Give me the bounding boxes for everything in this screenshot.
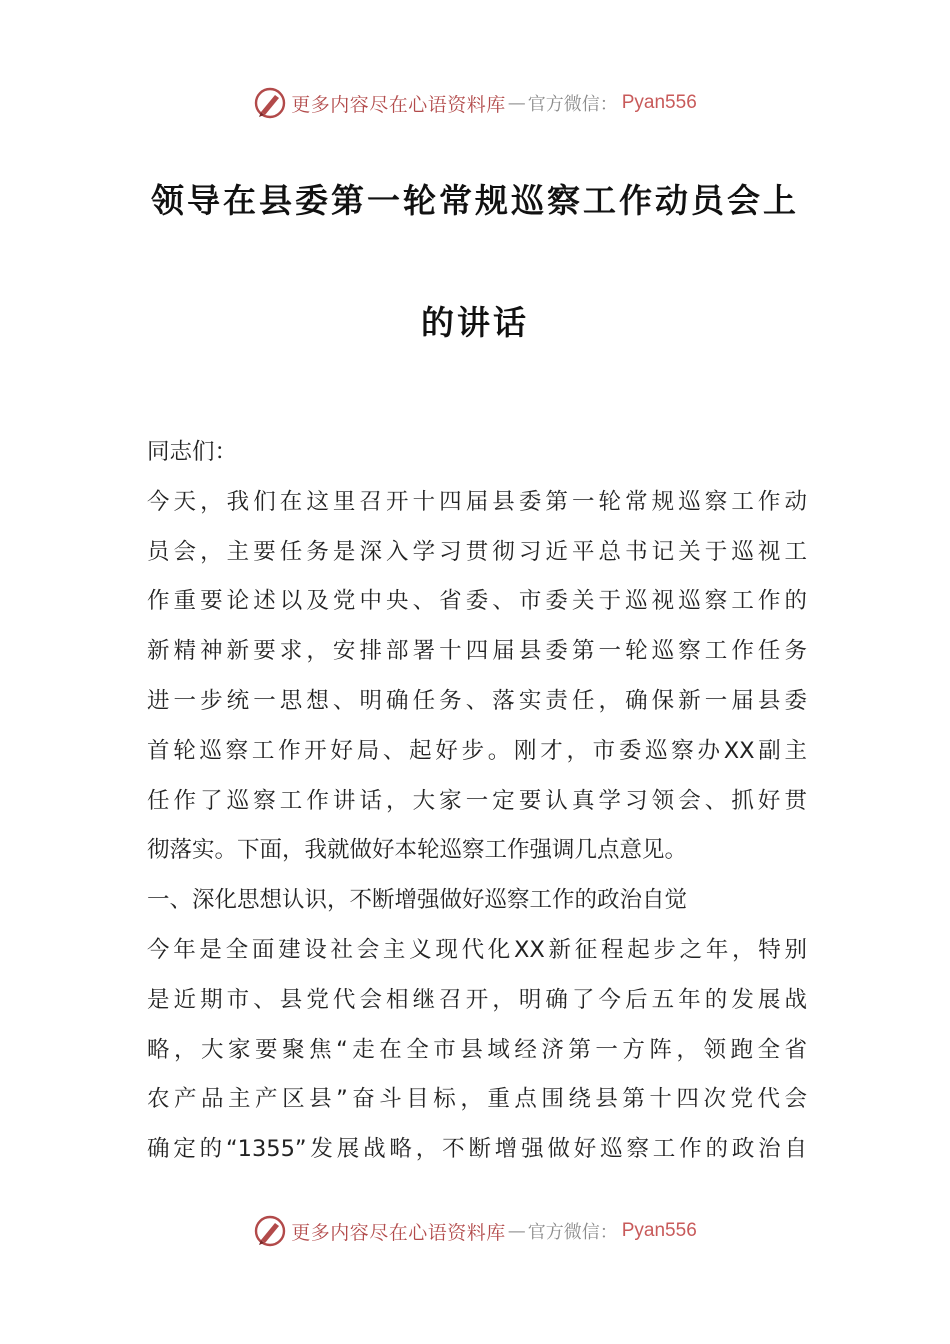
body-line: 今年是全面建设社会主义现代化XX新征程起步之年，特别: [147, 936, 807, 963]
banner-text: 更多内容尽在心语资料库: [291, 93, 506, 116]
body-line: 进一步统一思想、明确任务、落实责任，确保新一届县委: [147, 687, 807, 714]
banner-wechat-label: 官方微信：: [527, 1222, 618, 1243]
banner-wechat-label: 官方微信：: [527, 94, 618, 115]
salutation: 同志们：: [147, 439, 238, 465]
banner-separator: —: [507, 1220, 526, 1242]
header-banner: [0, 83, 950, 123]
banner-wechat-id: Pyan556: [621, 92, 697, 113]
body-line: 农产品主产区县”奋斗目标，重点围绕县第十四次党代会: [147, 1086, 807, 1113]
body-line: 新精神新要求，安排部署十四届县委第一轮巡察工作任务: [147, 638, 807, 665]
footer-banner: [0, 1211, 950, 1251]
banner-text: 更多内容尽在心语资料库: [291, 1221, 506, 1244]
body-line: 略，大家要聚焦“走在全市县域经济第一方阵，领跑全省: [147, 1036, 807, 1063]
banner-wechat-id: Pyan556: [621, 1220, 697, 1241]
section-heading: 一、深化思想认识，不断增强做好巡察工作的政治自觉: [147, 887, 688, 914]
body-line: 首轮巡察工作开好局、起好步。刚才，市委巡察办XX副主: [147, 737, 807, 764]
body-line: 任作了巡察工作讲话，大家一定要认真学习领会、抓好贯: [147, 787, 807, 814]
body-line: 是近期市、县党代会相继召开，明确了今后五年的发展战: [147, 986, 807, 1013]
body-line: 确定的“1355”发展战略，不断增强做好巡察工作的政治自: [147, 1136, 807, 1163]
document-body: [147, 428, 807, 1175]
document-title-line-2: 的讲话: [421, 303, 529, 342]
body-line: 彻落实。下面，我就做好本轮巡察工作强调几点意见。: [147, 837, 688, 864]
body-line: 员会，主要任务是深入学习贯彻习近平总书记关于巡视工: [147, 538, 807, 565]
body-line: 今天，我们在这里召开十四届县委第一轮常规巡察工作动: [147, 488, 807, 515]
banner-separator: —: [507, 92, 526, 114]
body-line: 作重要论述以及党中央、省委、市委关于巡视巡察工作的: [147, 588, 807, 615]
pen-logo-icon: [253, 1214, 287, 1248]
pen-logo-icon: [253, 86, 287, 120]
document-title-line-1: 领导在县委第一轮常规巡察工作动员会上: [151, 181, 799, 220]
